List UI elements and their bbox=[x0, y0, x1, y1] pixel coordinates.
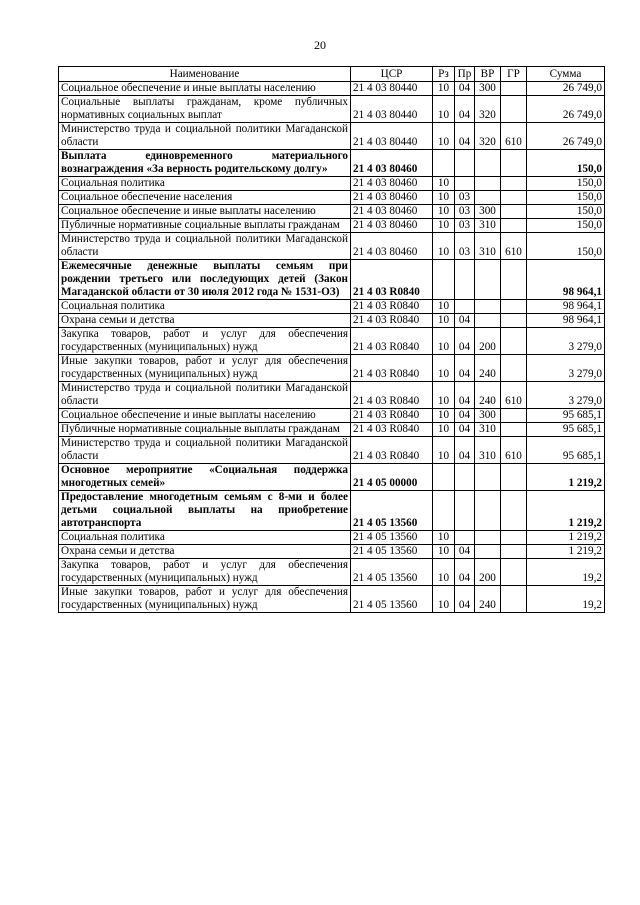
row-name: Социальные выплаты гражданам, кроме публичных нормативных социальных выплат bbox=[59, 96, 351, 123]
header-csr: ЦСР bbox=[351, 67, 433, 82]
table-row bbox=[59, 545, 605, 559]
row-rz: 10 bbox=[433, 123, 455, 150]
table-row bbox=[59, 314, 605, 328]
row-pr: 03 bbox=[455, 233, 475, 260]
table-row bbox=[59, 328, 605, 355]
table-row bbox=[59, 464, 605, 491]
row-gr bbox=[501, 491, 527, 531]
row-sum: 26 749,0 bbox=[527, 123, 605, 150]
row-csr: 21 4 03 80460 bbox=[351, 205, 433, 219]
row-rz: 10 bbox=[433, 382, 455, 409]
row-csr: 21 4 05 00000 bbox=[351, 464, 433, 491]
row-pr: 04 bbox=[455, 355, 475, 382]
row-gr: 610 bbox=[501, 123, 527, 150]
row-csr: 21 4 05 13560 bbox=[351, 559, 433, 586]
row-csr: 21 4 03 80460 bbox=[351, 219, 433, 233]
header-vr: ВР bbox=[475, 67, 501, 82]
row-name: Иные закупки товаров, работ и услуг для обеспечения государственных (муниципальных) нужд bbox=[59, 586, 351, 613]
row-rz: 10 bbox=[433, 314, 455, 328]
row-csr: 21 4 05 13560 bbox=[351, 491, 433, 531]
row-csr: 21 4 03 R0840 bbox=[351, 355, 433, 382]
row-rz: 10 bbox=[433, 177, 455, 191]
row-vr: 240 bbox=[475, 382, 501, 409]
row-gr bbox=[501, 219, 527, 233]
row-vr: 200 bbox=[475, 559, 501, 586]
row-gr bbox=[501, 205, 527, 219]
row-gr bbox=[501, 545, 527, 559]
row-name: Охрана семьи и детства bbox=[59, 314, 351, 328]
row-name: Основное мероприятие «Социальная поддержка многодетных семей» bbox=[59, 464, 351, 491]
row-sum: 150,0 bbox=[527, 205, 605, 219]
row-gr bbox=[501, 423, 527, 437]
row-csr: 21 4 03 R0840 bbox=[351, 314, 433, 328]
table-row bbox=[59, 491, 605, 531]
row-csr: 21 4 03 80460 bbox=[351, 177, 433, 191]
row-name: Социальное обеспечение населения bbox=[59, 191, 351, 205]
header-sum: Сумма bbox=[527, 67, 605, 82]
row-csr: 21 4 05 13560 bbox=[351, 545, 433, 559]
row-name: Социальное обеспечение и иные выплаты населению bbox=[59, 205, 351, 219]
row-sum: 150,0 bbox=[527, 219, 605, 233]
row-csr: 21 4 03 R0840 bbox=[351, 409, 433, 423]
row-pr: 03 bbox=[455, 205, 475, 219]
table-row bbox=[59, 205, 605, 219]
row-name: Иные закупки товаров, работ и услуг для обеспечения государственных (муниципальных) нужд bbox=[59, 355, 351, 382]
row-name: Предоставление многодетным семьям с 8-ми и более детьми социальной выплаты на приобретение автотранспорта bbox=[59, 491, 351, 531]
row-name: Министерство труда и социальной политики Магаданской области bbox=[59, 437, 351, 464]
row-csr: 21 4 03 80460 bbox=[351, 233, 433, 260]
row-gr bbox=[501, 260, 527, 300]
row-pr: 04 bbox=[455, 423, 475, 437]
row-sum: 3 279,0 bbox=[527, 355, 605, 382]
row-sum: 150,0 bbox=[527, 191, 605, 205]
row-gr bbox=[501, 96, 527, 123]
table-row bbox=[59, 423, 605, 437]
row-sum: 95 685,1 bbox=[527, 423, 605, 437]
row-vr: 200 bbox=[475, 328, 501, 355]
row-sum: 98 964,1 bbox=[527, 314, 605, 328]
row-gr bbox=[501, 177, 527, 191]
row-pr: 03 bbox=[455, 191, 475, 205]
row-vr: 310 bbox=[475, 219, 501, 233]
table-row bbox=[59, 437, 605, 464]
row-gr bbox=[501, 531, 527, 545]
table-row bbox=[59, 82, 605, 96]
row-rz bbox=[433, 491, 455, 531]
row-gr bbox=[501, 586, 527, 613]
row-vr bbox=[475, 191, 501, 205]
row-name: Социальная политика bbox=[59, 177, 351, 191]
row-pr: 04 bbox=[455, 586, 475, 613]
header-pr: Пр bbox=[455, 67, 475, 82]
header-gr: ГР bbox=[501, 67, 527, 82]
table-row bbox=[59, 123, 605, 150]
table-row bbox=[59, 260, 605, 300]
row-csr: 21 4 03 80460 bbox=[351, 150, 433, 177]
row-rz bbox=[433, 150, 455, 177]
row-rz: 10 bbox=[433, 300, 455, 314]
row-pr bbox=[455, 300, 475, 314]
row-rz: 10 bbox=[433, 191, 455, 205]
row-pr: 04 bbox=[455, 545, 475, 559]
row-name: Закупка товаров, работ и услуг для обеспечения государственных (муниципальных) нужд bbox=[59, 559, 351, 586]
row-vr bbox=[475, 545, 501, 559]
table-row bbox=[59, 300, 605, 314]
row-pr: 04 bbox=[455, 82, 475, 96]
table-row bbox=[59, 586, 605, 613]
row-csr: 21 4 03 R0840 bbox=[351, 300, 433, 314]
row-pr: 04 bbox=[455, 409, 475, 423]
row-vr: 300 bbox=[475, 205, 501, 219]
row-gr bbox=[501, 409, 527, 423]
row-csr: 21 4 03 80440 bbox=[351, 123, 433, 150]
row-gr bbox=[501, 464, 527, 491]
row-csr: 21 4 03 R0840 bbox=[351, 423, 433, 437]
row-rz: 10 bbox=[433, 355, 455, 382]
row-vr: 310 bbox=[475, 437, 501, 464]
row-csr: 21 4 03 80440 bbox=[351, 96, 433, 123]
row-csr: 21 4 03 80460 bbox=[351, 191, 433, 205]
page-number: 20 bbox=[314, 38, 326, 52]
row-pr: 03 bbox=[455, 219, 475, 233]
table-row bbox=[59, 559, 605, 586]
row-gr bbox=[501, 559, 527, 586]
row-vr bbox=[475, 314, 501, 328]
row-csr: 21 4 03 80440 bbox=[351, 82, 433, 96]
row-sum: 1 219,2 bbox=[527, 545, 605, 559]
row-rz: 10 bbox=[433, 205, 455, 219]
row-csr: 21 4 05 13560 bbox=[351, 531, 433, 545]
row-gr: 610 bbox=[501, 437, 527, 464]
table-row bbox=[59, 531, 605, 545]
table-row bbox=[59, 191, 605, 205]
row-name: Министерство труда и социальной политики Магаданской области bbox=[59, 123, 351, 150]
table-row bbox=[59, 355, 605, 382]
row-pr: 04 bbox=[455, 96, 475, 123]
row-pr bbox=[455, 531, 475, 545]
row-sum: 98 964,1 bbox=[527, 300, 605, 314]
row-vr: 320 bbox=[475, 96, 501, 123]
row-csr: 21 4 05 13560 bbox=[351, 586, 433, 613]
row-gr bbox=[501, 355, 527, 382]
row-sum: 150,0 bbox=[527, 150, 605, 177]
row-name: Социальное обеспечение и иные выплаты населению bbox=[59, 82, 351, 96]
table-row bbox=[59, 96, 605, 123]
row-rz: 10 bbox=[433, 586, 455, 613]
row-sum: 98 964,1 bbox=[527, 260, 605, 300]
row-rz: 10 bbox=[433, 531, 455, 545]
table-header-row bbox=[59, 67, 605, 82]
row-gr bbox=[501, 328, 527, 355]
table-row bbox=[59, 177, 605, 191]
row-sum: 26 749,0 bbox=[527, 82, 605, 96]
row-rz: 10 bbox=[433, 423, 455, 437]
table-row bbox=[59, 219, 605, 233]
table-row bbox=[59, 233, 605, 260]
row-sum: 150,0 bbox=[527, 177, 605, 191]
row-sum: 3 279,0 bbox=[527, 382, 605, 409]
row-name: Выплата единовременного материального вознаграждения «За верность родительскому долгу» bbox=[59, 150, 351, 177]
row-gr bbox=[501, 150, 527, 177]
row-pr: 04 bbox=[455, 314, 475, 328]
row-vr: 240 bbox=[475, 355, 501, 382]
header-name: Наименование bbox=[59, 67, 351, 82]
row-csr: 21 4 03 R0840 bbox=[351, 260, 433, 300]
row-name: Социальная политика bbox=[59, 531, 351, 545]
row-pr bbox=[455, 491, 475, 531]
row-sum: 95 685,1 bbox=[527, 437, 605, 464]
row-pr bbox=[455, 464, 475, 491]
row-vr bbox=[475, 260, 501, 300]
row-pr bbox=[455, 177, 475, 191]
row-pr: 04 bbox=[455, 382, 475, 409]
row-pr bbox=[455, 150, 475, 177]
row-rz: 10 bbox=[433, 545, 455, 559]
row-rz: 10 bbox=[433, 219, 455, 233]
row-sum: 19,2 bbox=[527, 559, 605, 586]
row-sum: 1 219,2 bbox=[527, 531, 605, 545]
row-rz bbox=[433, 464, 455, 491]
row-gr: 610 bbox=[501, 233, 527, 260]
row-rz: 10 bbox=[433, 559, 455, 586]
row-sum: 26 749,0 bbox=[527, 96, 605, 123]
row-vr bbox=[475, 300, 501, 314]
row-rz: 10 bbox=[433, 96, 455, 123]
row-gr bbox=[501, 314, 527, 328]
row-vr: 240 bbox=[475, 586, 501, 613]
row-sum: 1 219,2 bbox=[527, 491, 605, 531]
row-sum: 95 685,1 bbox=[527, 409, 605, 423]
row-pr: 04 bbox=[455, 559, 475, 586]
row-vr: 320 bbox=[475, 123, 501, 150]
row-vr: 310 bbox=[475, 233, 501, 260]
header-rz: Рз bbox=[433, 67, 455, 82]
row-sum: 3 279,0 bbox=[527, 328, 605, 355]
row-name: Публичные нормативные социальные выплаты гражданам bbox=[59, 219, 351, 233]
table-body bbox=[59, 82, 605, 613]
row-vr bbox=[475, 177, 501, 191]
row-pr: 04 bbox=[455, 437, 475, 464]
row-sum: 150,0 bbox=[527, 233, 605, 260]
row-name: Закупка товаров, работ и услуг для обеспечения государственных (муниципальных) нужд bbox=[59, 328, 351, 355]
row-pr: 04 bbox=[455, 328, 475, 355]
row-csr: 21 4 03 R0840 bbox=[351, 437, 433, 464]
row-gr bbox=[501, 82, 527, 96]
row-name: Публичные нормативные социальные выплаты гражданам bbox=[59, 423, 351, 437]
row-vr: 300 bbox=[475, 409, 501, 423]
table-row bbox=[59, 382, 605, 409]
budget-table bbox=[58, 66, 605, 613]
row-vr: 310 bbox=[475, 423, 501, 437]
table-row bbox=[59, 150, 605, 177]
row-rz: 10 bbox=[433, 409, 455, 423]
row-name: Социальное обеспечение и иные выплаты населению bbox=[59, 409, 351, 423]
row-gr bbox=[501, 300, 527, 314]
table-row bbox=[59, 409, 605, 423]
row-rz bbox=[433, 260, 455, 300]
row-rz: 10 bbox=[433, 82, 455, 96]
row-rz: 10 bbox=[433, 328, 455, 355]
row-name: Министерство труда и социальной политики Магаданской области bbox=[59, 233, 351, 260]
row-gr: 610 bbox=[501, 382, 527, 409]
row-gr bbox=[501, 191, 527, 205]
row-csr: 21 4 03 R0840 bbox=[351, 328, 433, 355]
row-name: Ежемесячные денежные выплаты семьям при рождении третьего или последующих детей (Закон Магаданской области от 30 июля 2012 года № 1531-ОЗ) bbox=[59, 260, 351, 300]
row-vr bbox=[475, 464, 501, 491]
row-rz: 10 bbox=[433, 233, 455, 260]
row-name: Министерство труда и социальной политики Магаданской области bbox=[59, 382, 351, 409]
row-sum: 19,2 bbox=[527, 586, 605, 613]
row-pr: 04 bbox=[455, 123, 475, 150]
row-vr: 300 bbox=[475, 82, 501, 96]
row-csr: 21 4 03 R0840 bbox=[351, 382, 433, 409]
row-sum: 1 219,2 bbox=[527, 464, 605, 491]
row-vr bbox=[475, 150, 501, 177]
row-name: Охрана семьи и детства bbox=[59, 545, 351, 559]
row-vr bbox=[475, 491, 501, 531]
row-rz: 10 bbox=[433, 437, 455, 464]
row-vr bbox=[475, 531, 501, 545]
row-name: Социальная политика bbox=[59, 300, 351, 314]
row-pr bbox=[455, 260, 475, 300]
